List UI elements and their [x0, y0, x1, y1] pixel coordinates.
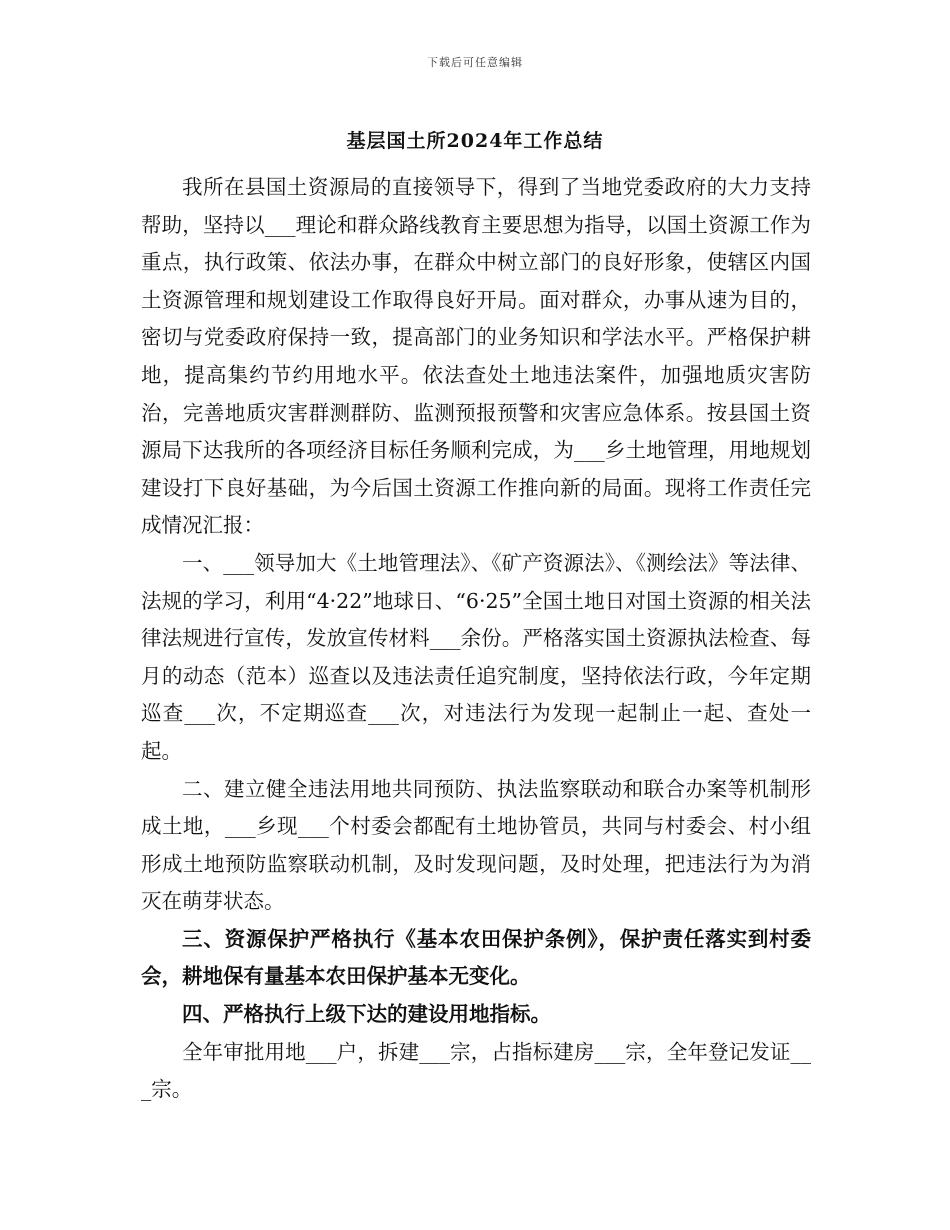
paragraph-intro: 我所在县国土资源局的直接领导下，得到了当地党委政府的大力支持帮助，坚持以___理论和群众路线教育主要思想为指导，以国土资源工作为重点，执行政策、依法办事，在群众中树立部门的良好形象，使辖区内国土资源管理和规划建设工作取得良好开局。面对群众，办事从速为目的，密切与党委政府保持一致，提高部门的业务知识和学法水平。严格保护耕地，提高集约节约用地水平。依法查处土地违法案件，加强地质灾害防治，完善地质灾害群测群防、监测预报预警和灾害应急体系。按县国土资源局下达我所的各项经济目标任务顺利完成，为___乡土地管理，用地规划建设打下良好基础，为今后国土资源工作推向新的局面。现将工作责任完成情况汇报： — [141, 175, 811, 538]
document-title: 基层国土所2024年工作总结 — [346, 130, 604, 152]
paragraph-section-1: 一、___领导加大《土地管理法》、《矿产资源法》、《测绘法》等法律、法规的学习，利用“4·22”地球日、“6·25”全国土地日对国土资源的相关法律法规进行宣传，发放宣传材料___余份。严格落实国土资源执法检查、每月的动态（范本）巡查以及违法责任追究制度，坚持依法行政，今年定期巡查___次，不定期巡查___次，对违法行为发现一起制止一起、查处一起。 — [141, 550, 811, 763]
paragraph-section-4-heading: 四、严格执行上级下达的建设用地指标。 — [182, 1002, 551, 1027]
header-note: 下载后可任意编辑 — [427, 56, 523, 69]
paragraph-section-3: 三、资源保护严格执行《基本农田保护条例》，保护责任落实到村委会，耕地保有量基本农田保护基本无变化。 — [141, 926, 811, 989]
paragraph-section-4-detail: 全年审批用地___户，拆建___宗，占指标建房___宗，全年登记发证___宗。 — [141, 1039, 811, 1102]
paragraph-section-2: 二、建立健全违法用地共同预防、执法监察联动和联合办案等机制形成土地，___乡现___个村委会都配有土地协管员，共同与村委会、村小组形成土地预防监察联动机制，及时发现问题，及时处理，把违法行为为消灭在萌芽状态。 — [141, 776, 811, 914]
document-body — [141, 169, 811, 1109]
